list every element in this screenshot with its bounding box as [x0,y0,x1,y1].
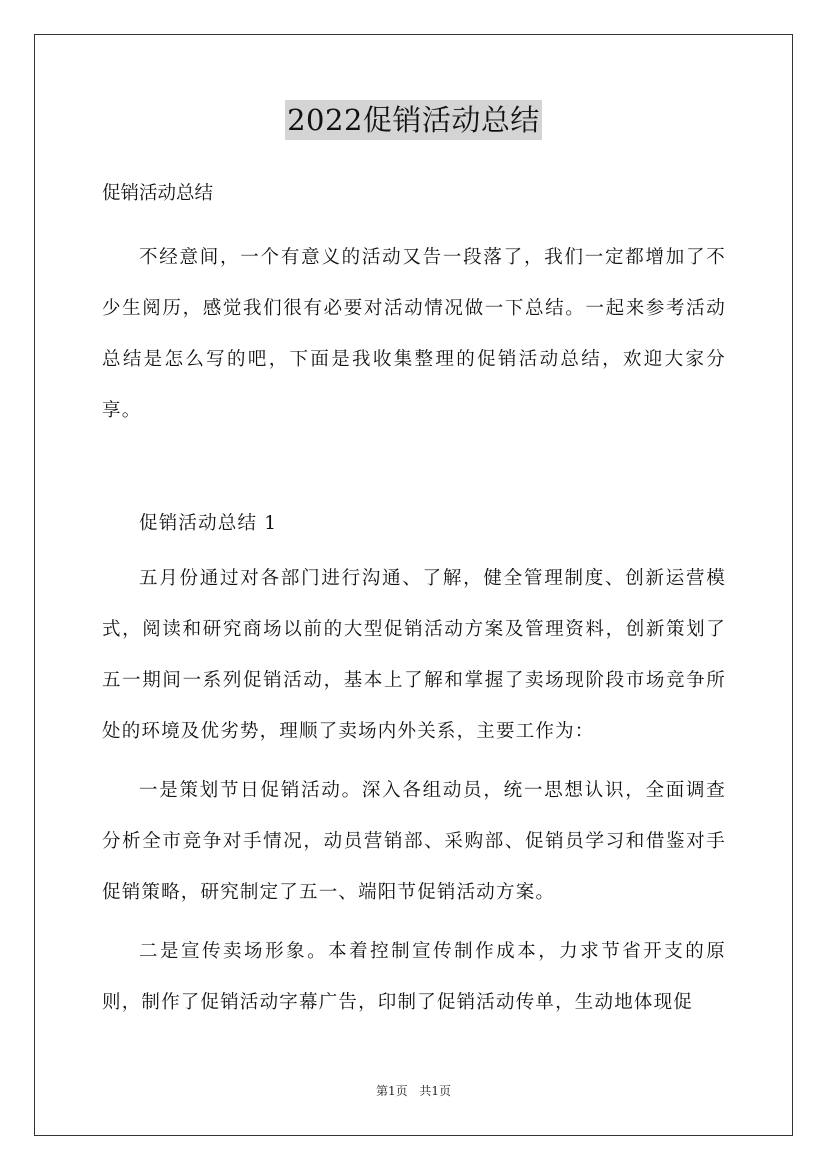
body-paragraph-2: 一是策划节日促销活动。深入各组动员，统一思想认识，全面调查分析全市竞争对手情况，动员营销部、采购部、促销员学习和借鉴对手促销策略，研究制定了五一、端阳节促销活动方案。 [102,780,726,903]
document-subtitle: 促销活动总结 [102,183,214,204]
title-wrap [0,100,827,140]
page-footer [0,1082,827,1099]
section-heading: 促销活动总结 1 [139,513,278,534]
page-number-current: 第1页 [375,1084,408,1098]
page-number-total: 共1页 [419,1084,452,1098]
document-body [102,172,726,1028]
body-paragraph-1: 五月份通过对各部门进行沟通、了解，健全管理制度、创新运营模式，阅读和研究商场以前的大型促销活动方案及管理资料，创新策划了五一期间一系列促销活动，基本上了解和掌握了卖场现阶段市场竞争所处的环境及优劣势，理顺了卖场内外关系，主要工作为： [102,568,726,742]
intro-paragraph: 不经意间，一个有意义的活动又告一段落了，我们一定都增加了不少生阅历，感觉我们很有必要对活动情况做一下总结。一起来参考活动总结是怎么写的吧，下面是我收集整理的促销活动总结，欢迎大家分享。 [102,247,726,421]
blank-line [102,436,726,498]
body-paragraph-3: 二是宣传卖场形象。本着控制宣传制作成本，力求节省开支的原则，制作了促销活动字幕广告，印制了促销活动传单，生动地体现促 [102,941,726,1013]
document-title: 2022促销活动总结 [285,100,542,140]
